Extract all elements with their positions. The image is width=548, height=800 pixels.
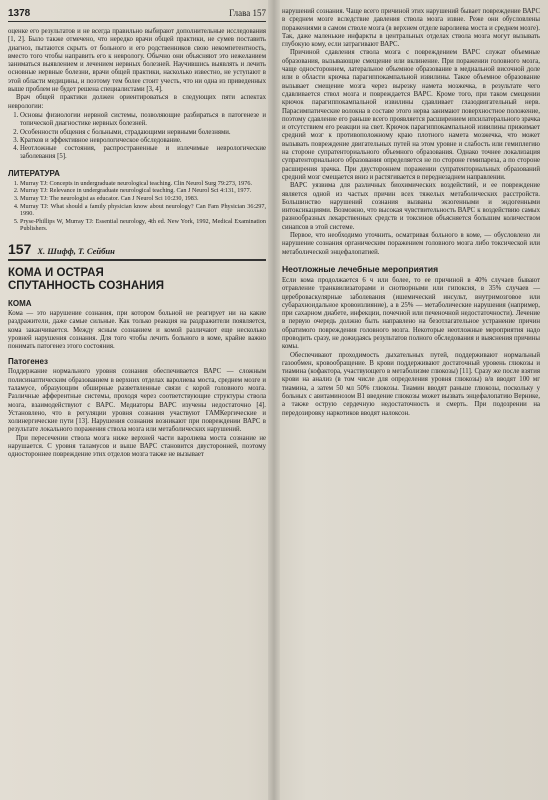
chapter-title-line: КОМА И ОСТРАЯ: [8, 266, 104, 279]
reference-item: 4. Murray TJ: What should a family physician know about neurology? Can Fam Physician 36:297, 1990.: [20, 203, 266, 218]
page-number: 1378: [8, 8, 31, 19]
list-item: 2. Особенности общения с больными, страдающими нервными болезнями.: [20, 129, 266, 137]
body-paragraph: Обеспечивают проходимость дыхательных путей, поддерживают нормальный газообмен, кровообращение. В крови поддерживают достаточный уровень глюкозы и тиамина (кофактора, участвующего в метаболизме глюкозы) [11]. Сразу же после взятия крови на анализ (в том числе для определения уровня глюкозы) в/в вводят 100 мг тиамина, а затем 50 мл 50% глюкозы. Тиамин вводят раньше глюкозы, поскольку у больных с авитаминозом B1 введение глюкозы может вызвать энцефалопатию Вернике, а также острую сердечную недостаточность и смерть. При подозрении на передозировку наркотиков вводят налоксон.: [282, 351, 540, 417]
reference-item: 1. Murray TJ: Concepts in undergraduate neurological teaching. Clin Neurol Surg 79:273, 1976.: [20, 180, 266, 188]
chapter-title-line: СПУТАННОСТЬ СОЗНАНИЯ: [8, 279, 165, 292]
body-paragraph: Первое, что необходимо уточнить, осматривая больного в коме, — обусловлено ли нарушение сознания органическим поражением головного мозга либо токсической или метаболической энцефалопатией.: [282, 232, 540, 256]
pathogenesis-paragraph: При пересечении ствола мозга ниже верхней части варолиева моста сознание не нарушается. С уровня таламусов и выше ВАРС становится двусторонней, поэтому одностороннее повреждение этих отделов мозга также не вызывает: [8, 434, 266, 459]
reference-item: 2. Murray TJ: Relevance in undergraduate neurological teaching. Can J Neurol Sci 4:131, 1977.: [20, 187, 266, 195]
body-paragraph: нарушений сознания. Чаще всего причиной этих нарушений бывает повреждение ВАРС в среднем мозге вследствие давления ствола мозга извне. Реже они обусловлены поражениями в самом стволе мозга (в верхнем отделе варолиева моста и среднем мозге). Так, даже маленькие инфаркты в центральных отделах ствола мозга могут вызывать глубокую кому, если затрагивают ВАРС.: [282, 8, 540, 49]
body-paragraph: Причиной сдавления ствола мозга с повреждением ВАРС служат объемные образования, вызывающие смещение или вклинение. При поражении головного мозга, чаще одностороннем, латеральное объемное образование в медиальной височной доле или в области крючка парагиппокампальной извилины. Такое объемное образование вызывает смещение мозга через вырезку намета мозжечка, в результате чего сдавливается ствол мозга и повреждается ВАРС. Кроме того, при таком смещении крючок парагиппокампальной извилины сдавливает глазодвигательный нерв. Парасимпатические волокна в составе этого нерва занимают поверхностное положение, поэтому сдавление его раньше всего проявляется расширением ипсилатерального зрачка и отсутствием его реакции на свет. Крючок парагиппокампальной извилины прижимает средний мозг к противоположному краю плотного намета мозжечка, что может вызывать повреждение двигательных путей на этом уровне и слабость или гемиплегию на стороне супратенториального объемного образования. Однако точнее локализация супратенториального образования определяется не по стороне гемипареза, а по стороне расширения зрачка. При двустороннем поражении супратенториальных образований средний мозг смещается вниз и растягивается в переднезаднем направлении.: [282, 49, 540, 181]
koma-paragraph: Кома — это нарушение сознания, при котором больной не реагирует ни на какие раздражители, даже самые сильные. Как только реакция на раздражители появляется, кома заканчивается. Между ясным сознанием и комой различают еще несколько уровней нарушения сознания. Для того чтобы лечить больного в коме, крайне важно понимать патогенез этого состояния.: [8, 309, 266, 351]
intro-paragraph: Врач общей практики должен ориентироваться в следующих пяти аспектах неврологии:: [8, 94, 266, 110]
literature-heading: ЛИТЕРАТУРА: [8, 168, 60, 178]
section-heading-koma: КОМА: [8, 298, 32, 308]
list-item: 1. Основы физиологии нервной системы, позволяющие разбираться в патогенезе и топической диагностике нервных болезней.: [20, 112, 266, 129]
chapter-title: [8, 267, 266, 293]
reference-item: 3. Murray TJ: The neurologist as educator. Can J Neurol Sci 10:230, 1983.: [20, 195, 266, 203]
left-column: [8, 8, 266, 460]
list-item: 3. Кратков и эффективное неврологическое обследование.: [20, 137, 266, 145]
list-item: 4. Неотложные состояния, распространенные и излечимые неврологические заболевания [5].: [20, 145, 266, 162]
body-paragraph: Если кома продолжается 6 ч или более, то ее причиной в 40% случаев бывают отравление транквилизаторами и снотворными или гипоксия, в 35% случаев — цереброваскулярные заболевания (ишемический инсульт, внутримозговое или субарахноидальное кровоизлияние), а в 25% — метаболические нарушения (например, при сахарном диабете, инфекции, почечной или печеночной недостаточности). Лечение в первую очередь должно быть направлено на безотлагательное устранение причин обратимого повреждения головного мозга. Некоторые неотложные мероприятия надо проводить сразу, не дожидаясь результатов полного обследования и выяснения причины комы.: [282, 276, 540, 351]
reference-item: 5. Pryse-Phillips W, Murray TJ: Essential neurology, 4th ed. New York, 1992, Medical Examination Publishers.: [20, 218, 266, 233]
chapter-number: 157: [8, 240, 32, 257]
aspects-list: [8, 112, 266, 162]
body-paragraph: ВАРС уязвима для различных биохимических воздействий, и ее повреждение является одной из частых причин всех тяжелых метаболических расстройств. Большинство нарушений сознания вызваны экзогенными и эндогенными интоксикациями. Возможно, что высокая чувствительность ВАРС к воздействию самых разнообразных лекарственных средств и токсинов объясняется большим количеством синапсов в этой системе.: [282, 182, 540, 231]
pathogenesis-paragraph: Поддержание нормального уровня сознания обеспечивается ВАРС — сложным полисинаптическим образованием в верхних отделах варолиева моста, среднем мозге и таламусе, образующим обширные разветвленные связи с корой головного мозга. Различные афферентные системы, проходя через соответствующие структуры ствола мозга, взаимодействуют с ВАРС. Медиаторы ВАРС изучены недостаточно [4]. Установлено, что в регуляции уровня сознания участвуют ГАМКергические и холинергические пути [13]. Нарушения сознания возникают при повреждении ВАРС в результате локального поражения ствола мозга или метаболических нарушений.: [8, 368, 266, 434]
intro-paragraph: оценке его результатов и не всегда правильно выбирают дополнительные исследования [1, 2]. Было также отмечено, что нередко врачи общей практики, не сумев поставить диагноз, пытаются скрыть от больного и его родственников свою некомпетентность, вместо того чтобы направить его к неврологу. Обычно они объясняют это нежеланием заниматься выявлением и лечением нервных болезней. Научившись выявлять и лечить основные нервные болезни, врачи общей практики, насколько известно, не уступают в этой области медицины, и поэтому тем более стоит учесть, что ни одна из приведенных выше проблем не будет решена специалистами [3, 4].: [8, 28, 266, 94]
chapter-authors: Х. Шифф, Т. Сейбин: [37, 245, 115, 256]
chapter-header-bar: [8, 241, 266, 261]
book-gutter: [268, 0, 280, 800]
page-header: [8, 8, 266, 22]
reference-list: [8, 180, 266, 233]
running-chapter-header: Глава 157: [229, 8, 266, 18]
section-heading-urgent-care: Неотложные лечебные мероприятия: [282, 263, 439, 274]
section-heading-pathogenesis: Патогенез: [8, 357, 48, 367]
right-column: [282, 8, 540, 418]
